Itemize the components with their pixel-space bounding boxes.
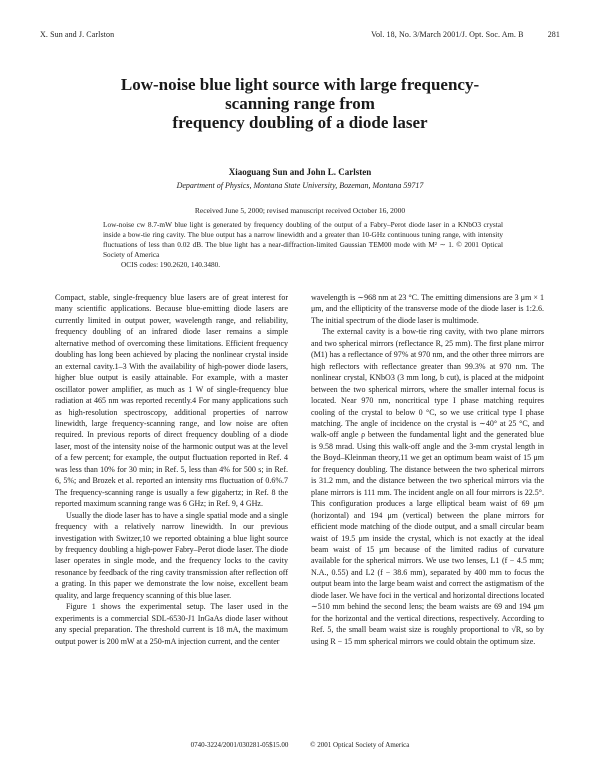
body-paragraph: Compact, stable, single-frequency blue lasers are of great interest for many scientific applications. Because blue-emitting diode lasers are currently limited in output power, wavelength range, and reliability, frequency doubling of an infrared diode laser remains a simple alternative method of overcoming these limitations. Efficient frequency doubling has long been achieved by placing the nonlinear crystal inside an external cavity.1–3 With the availability of high-power diode lasers, higher blue output is easily attainable. For example, with a master oscillator power amplifier, as much as 1 W of single-frequency blue radiation at 465 nm was reported recently.4 For many applications such as high-resolution spectroscopy, additional properties of narrow linewidth, large frequency-scanning range, and low noise are often required. In previous reports of direct frequency doubling of a diode laser, most of the intensity noise of the harmonic output was at the level of a few percent; for example, the output fluctuation reported in Ref. 4 was less than 10% for 30 min; in Ref. 5, less than 4% for 500 s; in Ref. 6, 5%; and Brozek et al. reported an intensity rms fluctuation of 0.6%.7 The frequency-scanning range is usually a few gigahertz; in Ref. 8 the reported maximum scanning range was 6 GHz; in Ref. 9, 4 GHz. (55, 293, 288, 509)
abstract (103, 220, 503, 270)
body-paragraph: Usually the diode laser has to have a single spatial mode and a single frequency with a relatively narrow linewidth. In our previous investigation with Switzer,10 we reported obtaining a blue light source by frequency doubling a high-power Fabry–Perot diode laser. The diode laser operates in single mode, and the frequency locks to the cavity resonance by feedback of the ring cavity transmission after reflection off a grating. In this paper we demonstrate the low noise, excellent beam quality, and large frequency scanning of this blue laser. (55, 510, 288, 600)
footer-code: 0740-3224/2001/030281-05$15.00 (190, 741, 289, 749)
paper-title (60, 75, 540, 132)
footer-copyright: © 2001 Optical Society of America (310, 741, 410, 749)
left-column (55, 292, 288, 647)
body-paragraph: wavelength is ∼968 nm at 23 °C. The emitting dimensions are 3 μm × 1 μm, and the ellipticity of the transverse mode of the diode laser is 1:2.6. The initial spectrum of the diode laser is multimode. (311, 293, 544, 325)
title-line-1: Low-noise blue light source with large frequency- (120, 75, 480, 94)
running-header (40, 30, 560, 39)
header-journal-info (371, 30, 560, 39)
title-line-2: scanning range from (225, 94, 375, 113)
ocis-codes: OCIS codes: 190.2620, 140.3480. (121, 260, 221, 269)
right-column (311, 292, 544, 647)
body-paragraph: Figure 1 shows the experimental setup. The laser used in the experiments is a commercial SDL-6530-J1 InGaAs diode laser without any special preparation. The threshold current is 18 mA, the maximum output power is 200 mW at a 250-mA injection current, and the center (55, 602, 288, 646)
affiliation: Department of Physics, Montana State University, Bozeman, Montana 59717 (176, 181, 424, 190)
abstract-text: Low-noise cw 8.7-mW blue light is generated by frequency doubling of the output of a Fabry–Perot diode laser in a KNbO3 crystal inside a bow-tie ring cavity. The blue output has a narrow linewidth and a greater than 10-GHz continuous tuning range, with intensity fluctuations of less than 0.02 dB. The blue light has a near-diffraction-limited Gaussian TEM00 mode with M² ∼ 1. © 2001 Optical Society of America (103, 220, 503, 259)
author-list: Xiaoguang Sun and John L. Carlsten (228, 167, 372, 177)
header-page-number: 281 (547, 30, 560, 39)
received-dates: Received June 5, 2000; revised manuscript received October 16, 2000 (194, 206, 406, 215)
header-authors: X. Sun and J. Carlston (40, 30, 115, 39)
header-journal: Vol. 18, No. 3/March 2001/J. Opt. Soc. Am. B (371, 30, 524, 39)
page-footer (0, 741, 600, 749)
title-line-3: frequency doubling of a diode laser (172, 113, 428, 132)
body-paragraph: The external cavity is a bow-tie ring cavity, with two plane mirrors and two spherical mirrors (reflectance R, 25 mm). The first plane mirror (M1) has a reflectance of 97% at 970 nm, and the other three mirrors are high reflectors with reflectance greater than 99.3% at 970 nm. The nonlinear crystal, KNbO3 (3 mm long, b cut), is placed at the midpoint between the two spherical mirrors, where the smaller internal focus is located. Near 970 nm, noncritical type I phase matching requires cooling of the crystal to below 0 °C, so we use critical type I phase matching. The angle of incidence on the crystal is ∼40° at 25 °C, and walk-off angle ρ between the fundamental light and the generated blue is 9.58 mrad. Using this walk-off angle and the 3-mm crystal length in the Boyd–Kleinman theory,11 we get an optimum beam waist of 15 μm for frequency doubling. The distance between the two spherical mirrors is 31.2 mm, and the distance between the two spherical mirrors via the plane mirrors is 111 mm. The incident angle on all four mirrors is 22.5°. This configuration produces a large elliptical beam waist of 69 μm (horizontal) and 194 μm (vertical) between the plane mirrors for efficient mode matching of the diode output, and a small circular beam waist of 19.5 μm inside the crystal, which is not exactly at the ideal beam waist of 15 μm because of the limited radius of curvature available for the spherical mirrors. We use two lenses, L1 (f − 4.5 mm; N.A., 0.55) and L2 (f − 38.6 mm), separated by 400 mm to focus the output beam into the large beam waist and correct the astigmatism of the diode laser. We have foci in the vertical and horizontal directions located ∼510 mm behind the second lens; the beam waists are 69 and 194 μm for the horizontal and the vertical directions, respectively. According to Ref. 5, the small beam waist size is roughly proportional to √R, so by using R − 15 mm spherical mirrors we could obtain the optimum size. (311, 327, 544, 646)
